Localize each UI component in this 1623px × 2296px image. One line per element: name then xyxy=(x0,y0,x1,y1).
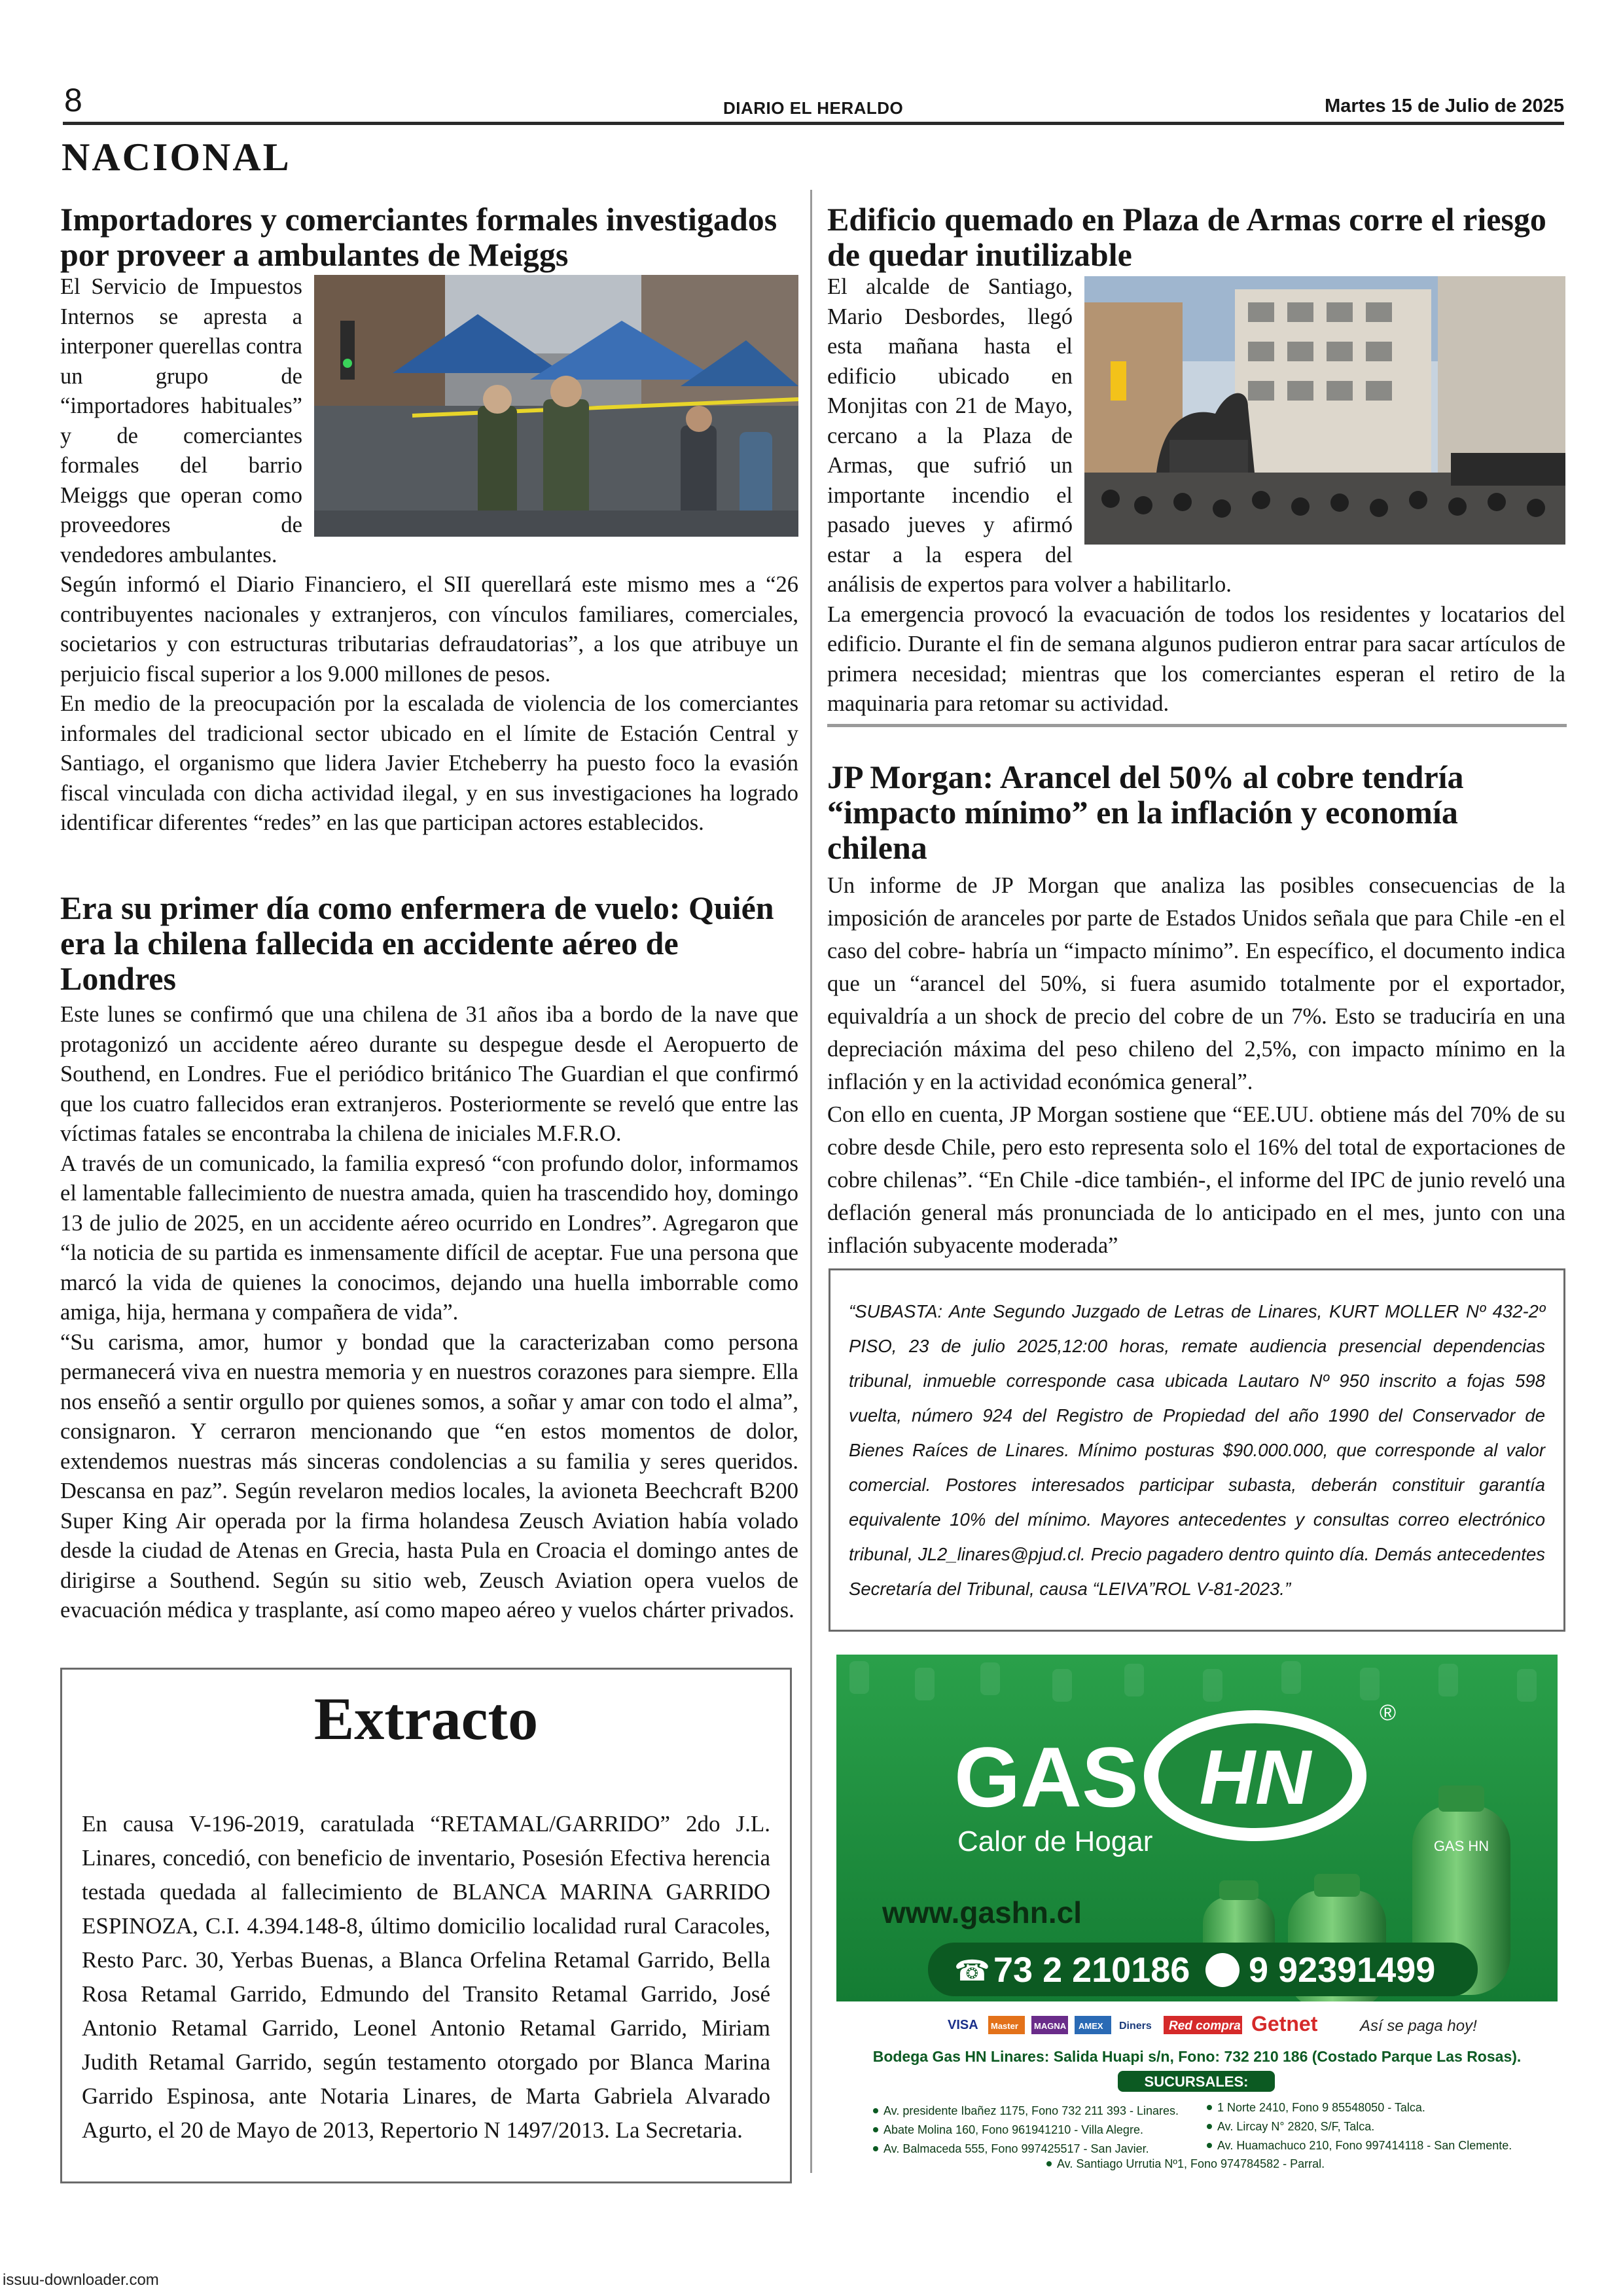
payment-redcompra: Red compra xyxy=(1169,2019,1241,2033)
branch-item: Av. Balmaceda 555, Fono 997425517 - San Javier. xyxy=(883,2142,1149,2155)
article-body xyxy=(60,1000,798,1626)
ad-phone-mobile: 9 92391499 xyxy=(1249,1950,1436,1990)
article-jp-morgan xyxy=(827,759,1565,1262)
branch-item: Av. presidente Ibañez 1175, Fono 732 211 393 - Linares. xyxy=(883,2104,1179,2117)
article-paragraph: El Servicio de Impuestos Internos se apresta a interponer querellas contra un grupo de “importadores habituales” y de comerciantes formales del barrio Meiggs que operan como proveedores de vendedores ambulantes. xyxy=(60,274,302,567)
extracto-title: Extracto xyxy=(313,1685,539,1752)
article-headline: Importadores y comerciantes formales investigados por proveer a ambulantes de Meiggs xyxy=(60,201,777,273)
article-paragraph: “Su carisma, amor, humor y bondad que la caracterizaban como persona permanecerá viva en nuestra memoria y en nuestros corazones para siempre. Ella nos enseñó a sentir orgullo por quienes somos, a soñar y amar con todo el alma”, consignaron. Y cerraron mencionando que “en estos momentos de dolor, extendemos nuestras más sinceras condolencias a su familia y seres queridos. Descansa en paz”. Según revelaron medios locales, la avioneta Beechcraft B200 Super King Air operada por la firma holandesa Zeusch Aviation había volado desde la ciudad de Atenas en Grecia, hasta Pula en Croacia el domingo antes de dirigirse a Southend. Según su sitio web, Zeusch Aviation opera vuelos de evacuación médica y trasplante, así como mapeo aéreo y vuelos chárter privados. xyxy=(60,1329,798,1623)
branch-item: Av. Lircay N° 2820, S/F, Talca. xyxy=(1217,2120,1375,2133)
plaza-armas-photo xyxy=(1084,276,1565,545)
payment-visa: VISA xyxy=(948,2018,978,2032)
sucursales-label: SUCURSALES: xyxy=(1144,2073,1249,2090)
article-headline: Edificio quemado en Plaza de Armas corre el riesgo de quedar inutilizable xyxy=(827,201,1546,273)
branch-item: Abate Molina 160, Fono 961941210 - Villa Alegre. xyxy=(883,2123,1143,2136)
extracto-text: En causa V-196-2019, caratulada “RETAMAL/GARRIDO” 2do J.L. Linares, concedió, con beneficio de inventario, Posesión Efectiva herencia testada quedada al fallecimiento de BLANCA MARINA GARRIDO ESPINOZA, C.I. 4.394.148-8, último domicilio localidad rural Caracoles, Resto Parc. 30, Yerbas Buenas, a Blanca Orfelina Retamal Garrido, Bella Rosa Retamal Garrido, Edmundo del Transito Retamal Garrido, José Antonio Retamal Garrido, Leonel Antonio Retamal Garrido, Miriam Judith Retamal Garrido, según testamento otorgado por Blanca Marina Garrido Espinosa, ante Notaria Linares, de Marta Gabriela Alvarado Agurto, el 20 de Mayo de 2013, Repertorio N 1497/2013. La Secretaria. xyxy=(82,1811,770,2143)
article-body xyxy=(60,272,798,838)
article-body xyxy=(827,272,1565,719)
article-london-crash xyxy=(60,890,798,1626)
ad-slogan: Así se paga hoy! xyxy=(1360,2017,1477,2035)
meiggs-photo xyxy=(314,275,798,537)
branch-item: Av. Santiago Urrutia Nº1, Fono 974784582 - Parral. xyxy=(1057,2157,1325,2170)
cylinder-label: GAS HN xyxy=(1433,1838,1489,1854)
issue-date: Martes 15 de Julio de 2025 xyxy=(1325,96,1564,117)
registered-mark: ® xyxy=(1380,1700,1397,1725)
article-headline: Era su primer día como enfermera de vuelo: Quién era la chilena fallecida en accidente aéreo de Londres xyxy=(60,889,774,997)
article-paragraph: El alcalde de Santiago, Mario Desbordes, llegó esta mañana hasta el edificio ubicado en Monjitas con 21 de Mayo, cercano a la Plaza de Armas, que sufrió un importante incendio el pasado jueves y afirmó estar a la espera del análisis de expertos para volver a habilitarlo. xyxy=(827,274,1232,597)
article-paragraph: Según informó el Diario Financiero, el SII querellará este mismo mes a “26 contribuyentes nacionales y extranjeros, con vínculos familiares, comerciales, societarios y con estructuras tributarias defraudatorias”, a los que atribuye un perjuicio fiscal superior a los 9.000 millones de pesos. xyxy=(60,572,798,687)
ad-bodega-address: Bodega Gas HN Linares: Salida Huapi s/n, Fono: 732 210 186 (Costado Parque Las Rosas). xyxy=(872,2048,1522,2065)
payment-getnet: Getnet xyxy=(1251,2012,1318,2036)
payment-master: Master xyxy=(991,2021,1018,2031)
article-paragraph: La emergencia provocó la evacuación de todos los residentes y locatarios del edificio. Durante el fin de semana algunos pudieron entrar para sacar artículos de primera necesidad; mientras que los comerciantes esperan el retiro de la maquinaria para retomar su actividad. xyxy=(827,601,1565,716)
whatsapp-icon xyxy=(1205,1953,1240,1987)
subasta-text: “SUBASTA: Ante Segundo Juzgado de Letras de Linares, KURT MOLLER Nº 432-2º PISO, 23 de julio 2025,12:00 horas, remate audiencia presencial dependencias tribunal, inmueble corresponde casa ubicada Lautaro Nº 950 inscrito a fojas 598 vuelta, número 924 del Registro de Propiedad del año 1990 del Conservador de Bienes Raíces de Linares. Mínimo posturas $90.000.000, que corresponde al valor comercial. Postores interesados participar subasta, deberán constituir garantía equivalente 10% del mínimo. Mayores antecedentes y consultas correo electrónico tribunal, JL2_linares@pjud.cl. Precio pagadero dentro quinto día. Demás antecedentes Secretaría del Tribunal, causa “LEIVA”ROL V-81-2023.” xyxy=(849,1301,1545,1599)
article-paragraph: A través de un comunicado, la familia expresó “con profundo dolor, informamos el lamentable fallecimiento de nuestra amada, quien ha trascendido hoy, domingo 13 de julio de 2025, en un accidente aéreo ocurrido en Londres”. Agregaron que “la noticia de su partida es inmensamente difícil de aceptar. Fue una persona que marcó la vida de quienes la conocimos, dejando una huella imborrable como amiga, hija, hermana y compañera de vida”. xyxy=(60,1151,798,1325)
payment-diners: Diners xyxy=(1119,2020,1152,2032)
section-title: NACIONAL xyxy=(62,135,291,179)
branch-item: 1 Norte 2410, Fono 9 85548050 - Talca. xyxy=(1217,2101,1425,2114)
article-body xyxy=(827,869,1565,1262)
column-rule xyxy=(827,724,1567,727)
gas-hn-advertisement xyxy=(836,1655,1558,2172)
column-divider xyxy=(810,190,812,2173)
article-meiggs xyxy=(60,202,798,838)
phone-icon: ☎ xyxy=(954,1954,990,1988)
article-paragraph: En medio de la preocupación por la escalada de violencia de los comerciantes informales del tradicional sector ubicado en el límite de Estación Central y Santiago, el organismo que lidera Javier Etcheberry ha puesto foco la evasión fiscal vinculada con dicha actividad ilegal, y en sus investigaciones ha logrado identificar diferentes “redes” en las que participan actores establecidos. xyxy=(60,691,798,835)
article-paragraph: Este lunes se confirmó que una chilena de 31 años iba a bordo de la nave que protagonizó un accidente aéreo durante su despegue desde el Aeropuerto de Southend, en Londres. Fue el periódico británico The Guardian el que confirmó que los cuatro fallecidos eran extranjeros. Posteriormente se reveló que entre las víctimas fatales se encontraba la chilena de iniciales M.F.R.O. xyxy=(60,1002,798,1146)
ad-tagline: Calor de Hogar xyxy=(957,1825,1153,1857)
ad-website: www.gashn.cl xyxy=(882,1895,1082,1929)
article-paragraph: Un informe de JP Morgan que analiza las posibles consecuencias de la imposición de aranceles por parte de Estados Unidos señala que para Chile -en el caso del cobre- habría un “impacto mínimo”. En específico, el documento indica que un “arancel del 50%, si fuera asumido totalmente por el exportador, equivaldría a un shock de precio del cobre de un 7%. Esto se traduciría en una depreciación máxima del peso chileno del 2,5%, con impacto mínimo en la inflación y en la actividad económica general”. xyxy=(827,873,1565,1094)
page-number: 8 xyxy=(64,82,82,118)
subasta-notice xyxy=(829,1268,1565,1632)
article-paragraph: Con ello en cuenta, JP Morgan sostiene que “EE.UU. obtiene más del 70% de su cobre desde Chile, pero esto representa solo el 16% del total de exportaciones de cobre chilenas”. “En Chile -dice también-, el informe del IPC de junio reveló una deflación general más pronunciada de lo anticipado en el mes, junto con una inflación subyacente moderada” xyxy=(827,1102,1565,1258)
payment-amex: AMEX xyxy=(1079,2021,1103,2031)
branch-item: Av. Huamachuco 210, Fono 997414118 - San Clemente. xyxy=(1217,2139,1512,2152)
ad-phone-landline: 73 2 210186 xyxy=(993,1950,1190,1990)
article-plaza-armas xyxy=(827,202,1565,719)
watermark: issuu-downloader.com xyxy=(3,2271,159,2289)
extracto-notice xyxy=(60,1668,792,2183)
ad-brand-hn: HN xyxy=(1199,1734,1311,1821)
header-rule xyxy=(63,122,1564,125)
article-headline: JP Morgan: Arancel del 50% al cobre tendría “impacto mínimo” en la inflación y economía chilena xyxy=(827,759,1464,866)
ad-brand-gas: GAS xyxy=(954,1729,1139,1825)
newspaper-name: DIARIO EL HERALDO xyxy=(723,98,904,118)
payment-magna: MAGNA xyxy=(1034,2021,1067,2031)
